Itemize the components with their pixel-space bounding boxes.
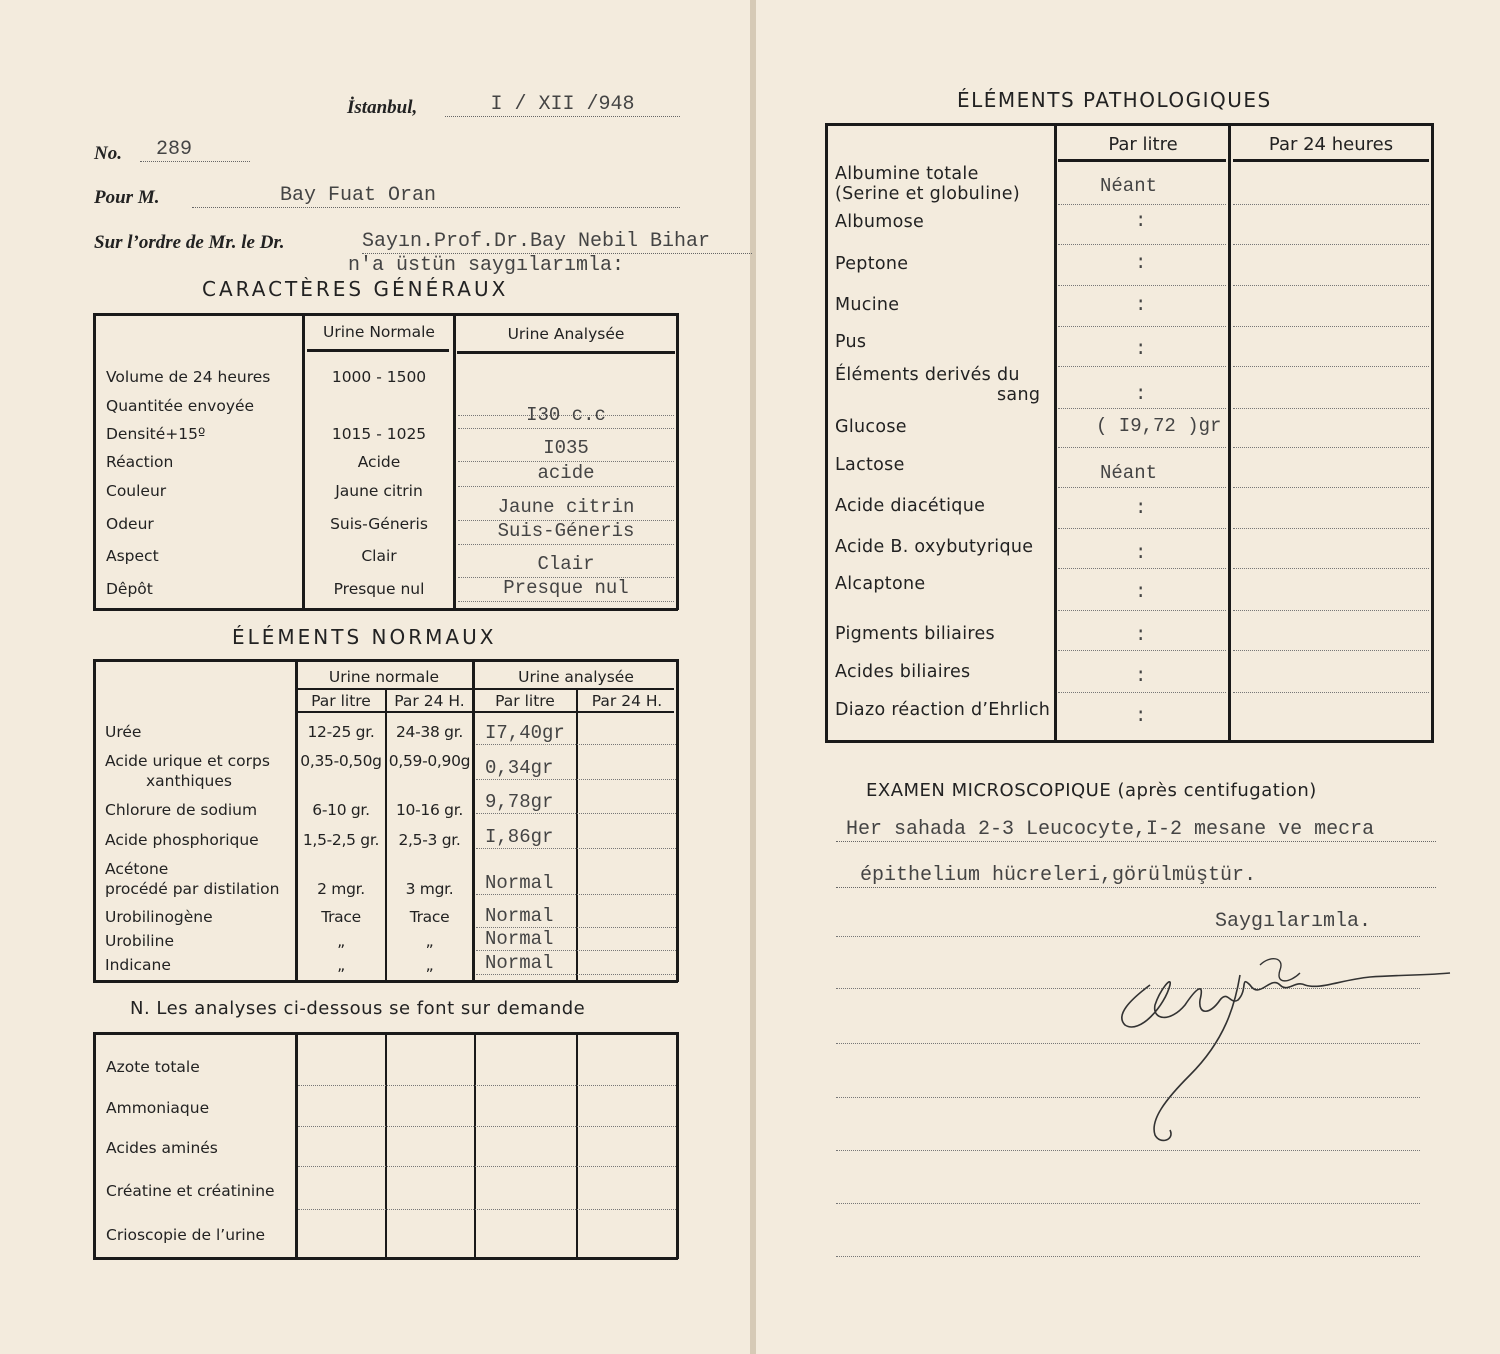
- caracteres-row-analysee: Clair: [537, 553, 595, 575]
- normaux-row-label-2: xanthiques: [146, 772, 232, 790]
- col-par-litre-analysee: Par litre: [495, 692, 555, 710]
- no-label: No.: [94, 143, 122, 164]
- normaux-row-line: [476, 744, 676, 745]
- caracteres-row-normale: 1000 - 1500: [331, 368, 427, 386]
- patho-row-value: :: [1135, 294, 1147, 316]
- micro-line-2: épithelium hücreleri,görülmüştür.: [836, 864, 1436, 888]
- normaux-row-label: Indicane: [105, 956, 171, 974]
- normaux-row-analysee: 0,34gr: [485, 757, 554, 779]
- patho-row-line: [1058, 204, 1226, 205]
- normaux-row-par-litre: 6-10 gr.: [312, 801, 370, 819]
- report-number: 289: [140, 138, 250, 162]
- caracteres-row-label: Réaction: [106, 453, 174, 471]
- closing-text: Saygılarımla.: [1215, 910, 1372, 933]
- patho-row-line: [1058, 285, 1226, 286]
- patho-row-line: [1058, 610, 1226, 611]
- pour-label: Pour M.: [94, 187, 160, 208]
- normaux-row-par-litre: 1,5-2,5 gr.: [302, 831, 380, 849]
- normaux-row-par-24: 10-16 gr.: [396, 801, 463, 819]
- caracteres-row-label: Volume de 24 heures: [106, 368, 271, 386]
- patho-row-value: ( I9,72 )gr: [1096, 415, 1222, 437]
- normaux-row-par-24: Trace: [409, 908, 450, 926]
- normaux-row-line: [476, 950, 676, 951]
- col-par-litre: Par litre: [1108, 134, 1178, 155]
- caracteres-row-line: [458, 544, 674, 545]
- normaux-row-label: Chlorure de sodium: [105, 801, 258, 819]
- group-urine-normale: Urine normale: [328, 668, 440, 686]
- col-urine-normale: Urine Normale: [323, 323, 435, 341]
- normaux-row-par-24: 24-38 gr.: [396, 723, 463, 741]
- patho-row-line: [1233, 204, 1429, 205]
- patho-row-value: :: [1135, 383, 1147, 405]
- normaux-row-par-litre: „: [337, 956, 345, 974]
- patho-row-line: [1058, 528, 1226, 529]
- patho-row-line: [1233, 610, 1429, 611]
- normaux-row-analysee: Normal: [485, 905, 554, 927]
- normaux-row-analysee: Normal: [485, 872, 554, 894]
- patho-row-line: [1233, 528, 1429, 529]
- report-date: I / XII /948: [445, 93, 680, 117]
- patho-row-value: :: [1135, 252, 1147, 274]
- patho-row-line: [1233, 366, 1429, 367]
- demande-row-label: Acides aminés: [106, 1139, 218, 1157]
- normaux-row-line: [476, 848, 676, 849]
- patho-row-label: Glucose: [835, 417, 907, 437]
- patho-row-label: Acide B. oxybutyrique: [835, 537, 1034, 557]
- patho-row-line: [1058, 366, 1226, 367]
- caracteres-row-analysee: Suis-Géneris: [497, 520, 635, 542]
- normaux-row-label: Acétone: [105, 860, 169, 878]
- patho-row-label: Mucine: [835, 295, 900, 315]
- micro-line-8: [836, 1203, 1420, 1204]
- patho-row-label: Albumose: [835, 212, 925, 232]
- demande-row-line: [298, 1085, 676, 1086]
- normaux-row-label: Acide phosphorique: [105, 831, 259, 849]
- patho-title: ÉLÉMENTS PATHOLOGIQUES: [957, 88, 1272, 112]
- normaux-row-analysee: 9,78gr: [485, 791, 554, 813]
- patho-row-label: Acides biliaires: [835, 662, 971, 682]
- caracteres-row-line: [458, 428, 674, 429]
- col-par-24-normale: Par 24 H.: [394, 692, 465, 710]
- patho-row-line: [1233, 244, 1429, 245]
- normaux-row-analysee: I,86gr: [485, 826, 554, 848]
- normaux-row-line: [476, 974, 676, 975]
- patho-row-value: :: [1135, 624, 1147, 646]
- micro-title: EXAMEN MICROSCOPIQUE (après centifugation): [866, 780, 1317, 801]
- patho-row-line: [1233, 650, 1429, 651]
- demande-title: N. Les analyses ci-dessous se font sur demande: [130, 998, 586, 1019]
- caracteres-row-analysee: Presque nul: [503, 577, 629, 599]
- demande-row-label: Azote totale: [106, 1058, 200, 1076]
- caracteres-row-normale: Presque nul: [333, 580, 425, 598]
- col-par-24-heures: Par 24 heures: [1268, 134, 1394, 155]
- normaux-row-par-litre: 12-25 gr.: [307, 723, 375, 741]
- demande-row-label: Ammoniaque: [106, 1099, 210, 1117]
- caracteres-row-analysee: I30 c.c: [526, 404, 606, 426]
- demande-row-label: Crioscopie de l’urine: [106, 1226, 266, 1244]
- normaux-row-par-litre: Trace: [321, 908, 361, 926]
- caracteres-row-normale: 1015 - 1025: [331, 425, 427, 443]
- col-par-litre-normale: Par litre: [311, 692, 371, 710]
- normaux-row-par-litre: 2 mgr.: [317, 880, 365, 898]
- micro-line-1: Her sahada 2-3 Leucocyte,I-2 mesane ve mecra: [836, 818, 1436, 842]
- caracteres-row-label: Quantitée envoyée: [106, 397, 255, 415]
- caracteres-row-analysee: Jaune citrin: [497, 496, 635, 518]
- normaux-row-analysee: Normal: [485, 952, 554, 974]
- col-par-24-analysee: Par 24 H.: [591, 692, 663, 710]
- patho-row-label-2: (Serine et globuline): [835, 184, 1020, 204]
- normaux-row-label-2: procédé par distilation: [105, 880, 280, 898]
- caracteres-row-normale: Suis-Géneris: [330, 515, 428, 533]
- caracteres-row-label: Dêpôt: [106, 580, 153, 598]
- caracteres-row-line: [458, 601, 674, 602]
- patho-row-label: Acide diacétique: [835, 496, 986, 516]
- normaux-row-par-24: 2,5-3 gr.: [398, 831, 461, 849]
- doctor-name: Sayın.Prof.Dr.Bay Nebil Bihar: [362, 230, 752, 254]
- normaux-row-line: [476, 779, 676, 780]
- caracteres-row-line: [458, 486, 674, 487]
- patho-row-line: [1058, 487, 1226, 488]
- normaux-row-label: Urobiline: [105, 932, 174, 950]
- demande-row-label: Créatine et créatinine: [106, 1182, 275, 1200]
- micro-line-3: [836, 936, 1420, 937]
- patho-row-value: :: [1135, 497, 1147, 519]
- patho-row-value: :: [1135, 705, 1147, 727]
- normaux-row-label: Urée: [105, 723, 142, 741]
- city-label: İstanbul,: [347, 97, 418, 118]
- normaux-row-par-24: 3 mgr.: [405, 880, 454, 898]
- caracteres-row-normale: Jaune citrin: [335, 482, 423, 500]
- patho-row-line: [1058, 326, 1226, 327]
- patho-row-value: :: [1135, 581, 1147, 603]
- patho-row-line: [1233, 408, 1429, 409]
- normaux-row-label: Acide urique et corps: [105, 752, 270, 770]
- patho-row-line: [1058, 408, 1226, 409]
- normaux-row-par-24: 0,59-0,90g: [388, 752, 471, 770]
- patho-row-value: :: [1135, 338, 1147, 360]
- patho-row-line: [1058, 447, 1226, 448]
- normaux-title: ÉLÉMENTS NORMAUX: [232, 625, 497, 649]
- signature: [1110, 945, 1460, 1150]
- normaux-row-line: [476, 813, 676, 814]
- caracteres-row-analysee: I035: [543, 437, 589, 459]
- caracteres-row-analysee: acide: [537, 462, 595, 484]
- patho-row-line: [1233, 285, 1429, 286]
- caracteres-title: CARACTÈRES GÉNÉRAUX: [202, 277, 509, 301]
- normaux-row-analysee: Normal: [485, 928, 554, 950]
- caracteres-row-label: Aspect: [106, 547, 159, 565]
- patho-row-label: Diazo réaction d’Ehrlich: [835, 700, 1051, 720]
- demande-row-line: [298, 1209, 676, 1210]
- patho-row-value: :: [1135, 665, 1147, 687]
- demande-row-line: [298, 1126, 676, 1127]
- group-urine-analysee: Urine analysée: [518, 668, 634, 686]
- caracteres-row-label: Couleur: [106, 482, 167, 500]
- ordre-label: Sur l’ordre de Mr. le Dr.: [94, 232, 285, 253]
- doctor-name-line2: n'a üstün saygılarımla:: [348, 254, 625, 277]
- caracteres-row-label: Densité+15º: [106, 425, 206, 443]
- patho-row-line: [1233, 326, 1429, 327]
- col-urine-analysee: Urine Analysée: [507, 325, 625, 343]
- patho-row-value: :: [1135, 210, 1147, 232]
- caracteres-row-normale: Clair: [361, 547, 397, 565]
- patho-row-line: [1058, 650, 1226, 651]
- patho-row-value: :: [1135, 542, 1147, 564]
- micro-line-7: [836, 1150, 1420, 1151]
- patho-row-label: Pus: [835, 332, 867, 352]
- demande-row-line: [298, 1166, 676, 1167]
- patho-row-label-2: sang: [997, 385, 1041, 405]
- patho-row-value: Néant: [1100, 462, 1158, 484]
- patho-row-label: Pigments biliaires: [835, 624, 995, 644]
- normaux-row-par-litre: 0,35-0,50g: [300, 752, 382, 770]
- normaux-row-par-litre: „: [337, 932, 345, 950]
- patho-row-line: [1233, 692, 1429, 693]
- patho-row-label: Alcaptone: [835, 574, 926, 594]
- normaux-row-line: [476, 894, 676, 895]
- micro-line-9: [836, 1256, 1420, 1257]
- patho-row-label: Éléments derivés du: [835, 365, 1020, 385]
- patho-row-line: [1058, 568, 1226, 569]
- patient-name: Bay Fuat Oran: [192, 184, 680, 208]
- patho-row-line: [1233, 568, 1429, 569]
- normaux-row-analysee: I7,40gr: [485, 722, 565, 744]
- normaux-row-label: Urobilinogène: [105, 908, 213, 926]
- caracteres-row-normale: Acide: [357, 453, 401, 471]
- patho-row-value: Néant: [1100, 175, 1158, 197]
- normaux-row-par-24: „: [425, 956, 434, 974]
- patho-row-line: [1058, 244, 1226, 245]
- patho-row-label: Peptone: [835, 254, 909, 274]
- patho-row-line: [1233, 487, 1429, 488]
- patho-row-line: [1233, 447, 1429, 448]
- patho-row-label: Albumine totale: [835, 164, 979, 184]
- page-fold: [750, 0, 756, 1354]
- patho-row-label: Lactose: [835, 455, 905, 475]
- caracteres-row-label: Odeur: [106, 515, 154, 533]
- normaux-row-par-24: „: [425, 932, 434, 950]
- patho-row-line: [1058, 692, 1226, 693]
